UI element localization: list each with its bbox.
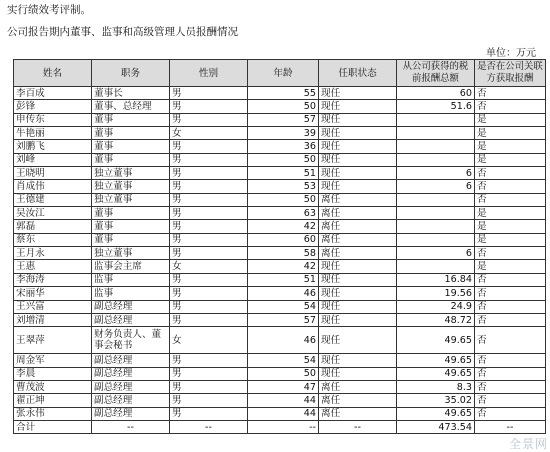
cell-name: 肖成伟 [14, 180, 92, 193]
cell-name: 牛艳丽 [14, 127, 92, 140]
table-row [14, 220, 546, 233]
cell-gender: 男 [170, 313, 248, 326]
cell-status: 现任 [319, 273, 397, 286]
cell-role: 副总经理 [92, 394, 170, 407]
total-cell-pay: 473.54 [397, 420, 475, 433]
cell-age: 42 [248, 260, 319, 273]
cell-name: 李海涛 [14, 273, 92, 286]
cell-age: 54 [248, 300, 319, 313]
cell-name: 刘增清 [14, 313, 92, 326]
cell-status: 现任 [319, 354, 397, 367]
table-row [14, 193, 546, 206]
cell-pay: 51.6 [397, 100, 475, 113]
table-row [14, 407, 546, 420]
cell-gender: 男 [170, 193, 248, 206]
cell-related: 是 [475, 207, 546, 220]
cell-status: 现任 [319, 300, 397, 313]
cell-related: 否 [475, 180, 546, 193]
cell-pay: 6 [397, 180, 475, 193]
table-row [14, 273, 546, 286]
table-row [14, 394, 546, 407]
table-row [14, 287, 546, 300]
cell-name: 李晨 [14, 367, 92, 380]
cell-gender: 女 [170, 260, 248, 273]
cell-pay: 6 [397, 167, 475, 180]
cell-pay: 49.65 [397, 407, 475, 420]
cell-pay: 49.65 [397, 367, 475, 380]
cell-pay [397, 127, 475, 140]
section-title: 公司报告期内董事、监事和高级管理人员报酬情况 [7, 26, 238, 38]
cell-name: 郭磊 [14, 220, 92, 233]
cell-pay [397, 207, 475, 220]
cell-related: 否 [475, 247, 546, 260]
cell-name: 王兴富 [14, 300, 92, 313]
cell-age: 53 [248, 180, 319, 193]
cell-role: 副总经理 [92, 313, 170, 326]
cell-status: 现任 [319, 153, 397, 166]
cell-related: 是 [475, 113, 546, 126]
cell-status: 离任 [319, 380, 397, 393]
cell-age: 42 [248, 220, 319, 233]
cell-status: 现任 [319, 113, 397, 126]
cell-name: 吴汝江 [14, 207, 92, 220]
cell-gender: 男 [170, 354, 248, 367]
cell-related: 否 [475, 167, 546, 180]
cell-gender: 男 [170, 167, 248, 180]
cell-pay [397, 260, 475, 273]
cell-status: 现任 [319, 313, 397, 326]
col-header-role: 职务 [92, 60, 170, 87]
cell-name: 刘峰 [14, 153, 92, 166]
total-cell-age: -- [248, 420, 319, 433]
cell-pay: 24.9 [397, 300, 475, 313]
cell-role: 副总经理 [92, 380, 170, 393]
cell-age: 63 [248, 207, 319, 220]
cell-related: 否 [475, 394, 546, 407]
cell-status: 现任 [319, 127, 397, 140]
cell-age: 60 [248, 233, 319, 246]
cell-role: 董事 [92, 233, 170, 246]
table-row [14, 140, 546, 153]
cell-related: 是 [475, 140, 546, 153]
table-row [14, 367, 546, 380]
total-cell-gender: -- [170, 420, 248, 433]
cell-status: 离任 [319, 207, 397, 220]
cell-pay: 6 [397, 247, 475, 260]
cell-gender: 男 [170, 247, 248, 260]
cell-related: 否 [475, 87, 546, 100]
cell-age: 50 [248, 153, 319, 166]
cell-gender: 男 [170, 273, 248, 286]
cell-age: 51 [248, 167, 319, 180]
unit-label: 单位：万元 [486, 48, 536, 59]
cell-related: 否 [475, 367, 546, 380]
col-header-gender: 性别 [170, 60, 248, 87]
cell-gender: 女 [170, 327, 248, 354]
table-row [14, 113, 546, 126]
cell-role: 董事 [92, 220, 170, 233]
cell-age: 50 [248, 100, 319, 113]
cell-gender: 男 [170, 380, 248, 393]
cell-related: 是 [475, 260, 546, 273]
intro-text: 实行绩效考评制。 [7, 4, 91, 16]
cell-name: 王晓明 [14, 167, 92, 180]
cell-gender: 男 [170, 207, 248, 220]
cell-status: 离任 [319, 233, 397, 246]
cell-role: 董事 [92, 153, 170, 166]
cell-status: 现任 [319, 287, 397, 300]
cell-related: 是 [475, 233, 546, 246]
cell-role: 董事 [92, 140, 170, 153]
cell-age: 44 [248, 394, 319, 407]
total-cell-name: 合计 [14, 420, 92, 433]
cell-role: 监事 [92, 273, 170, 286]
cell-pay: 48.72 [397, 313, 475, 326]
table-row [14, 300, 546, 313]
cell-name: 王惠 [14, 260, 92, 273]
cell-name: 申传东 [14, 113, 92, 126]
cell-role: 董事 [92, 113, 170, 126]
table-row [14, 354, 546, 367]
table-row [14, 233, 546, 246]
cell-age: 57 [248, 113, 319, 126]
cell-age: 57 [248, 313, 319, 326]
cell-related: 否 [475, 313, 546, 326]
cell-status: 离任 [319, 394, 397, 407]
table-row [14, 313, 546, 326]
table-row [14, 207, 546, 220]
cell-role: 副总经理 [92, 300, 170, 313]
total-cell-status: -- [319, 420, 397, 433]
cell-pay: 60 [397, 87, 475, 100]
watermark-logo: 全景网 [508, 437, 548, 451]
cell-pay [397, 220, 475, 233]
cell-related: 是 [475, 153, 546, 166]
cell-name: 曹茂波 [14, 380, 92, 393]
col-header-name: 姓名 [14, 60, 92, 87]
cell-gender: 男 [170, 367, 248, 380]
cell-age: 50 [248, 367, 319, 380]
cell-related: 否 [475, 407, 546, 420]
table-header-row [14, 60, 546, 87]
table-row [14, 100, 546, 113]
cell-related: 否 [475, 327, 546, 354]
table-row [14, 87, 546, 100]
cell-pay: 49.65 [397, 354, 475, 367]
cell-name: 蔡东 [14, 233, 92, 246]
cell-age: 44 [248, 407, 319, 420]
cell-related: 否 [475, 273, 546, 286]
table-row [14, 327, 546, 354]
cell-name: 王月永 [14, 247, 92, 260]
cell-role: 副总经理 [92, 407, 170, 420]
cell-related: 否 [475, 380, 546, 393]
cell-role: 独立董事 [92, 180, 170, 193]
cell-gender: 男 [170, 394, 248, 407]
cell-pay [397, 153, 475, 166]
cell-related: 是 [475, 220, 546, 233]
cell-pay [397, 113, 475, 126]
cell-age: 54 [248, 354, 319, 367]
cell-age: 36 [248, 140, 319, 153]
cell-age: 58 [248, 247, 319, 260]
cell-pay [397, 193, 475, 206]
cell-age: 50 [248, 193, 319, 206]
cell-related: 否 [475, 354, 546, 367]
col-header-age: 年龄 [248, 60, 319, 87]
cell-gender: 男 [170, 100, 248, 113]
cell-name: 张永伟 [14, 407, 92, 420]
cell-status: 离任 [319, 193, 397, 206]
table-row [14, 127, 546, 140]
cell-role: 财务负责人、董事会秘书 [92, 327, 170, 354]
cell-name: 王德建 [14, 193, 92, 206]
table-body [14, 87, 546, 434]
cell-age: 55 [248, 87, 319, 100]
table-row [14, 180, 546, 193]
cell-name: 王翠萍 [14, 327, 92, 354]
cell-status: 现任 [319, 327, 397, 354]
cell-pay: 19.56 [397, 287, 475, 300]
total-cell-role: -- [92, 420, 170, 433]
cell-age: 46 [248, 327, 319, 354]
cell-pay: 49.65 [397, 327, 475, 354]
total-row [14, 420, 546, 433]
cell-related: 否 [475, 300, 546, 313]
cell-role: 监事 [92, 287, 170, 300]
cell-status: 离任 [319, 247, 397, 260]
cell-status: 现任 [319, 100, 397, 113]
cell-status: 离任 [319, 220, 397, 233]
table-row [14, 380, 546, 393]
cell-role: 独立董事 [92, 193, 170, 206]
cell-name: 周金军 [14, 354, 92, 367]
col-header-status: 任职状态 [319, 60, 397, 87]
cell-status: 现任 [319, 167, 397, 180]
cell-related: 否 [475, 100, 546, 113]
cell-gender: 男 [170, 87, 248, 100]
cell-role: 董事、总经理 [92, 100, 170, 113]
cell-role: 副总经理 [92, 367, 170, 380]
cell-name: 宋丽华 [14, 287, 92, 300]
cell-pay: 16.84 [397, 273, 475, 286]
cell-gender: 男 [170, 180, 248, 193]
cell-gender: 男 [170, 407, 248, 420]
cell-role: 董事 [92, 207, 170, 220]
compensation-table [13, 59, 546, 434]
cell-gender: 男 [170, 113, 248, 126]
cell-gender: 女 [170, 127, 248, 140]
cell-age: 46 [248, 287, 319, 300]
cell-status: 现任 [319, 367, 397, 380]
col-header-pay: 从公司获得的税前报酬总额 [397, 60, 475, 87]
table-row [14, 153, 546, 166]
cell-pay: 8.3 [397, 380, 475, 393]
cell-age: 39 [248, 127, 319, 140]
cell-status: 现任 [319, 140, 397, 153]
cell-status: 现任 [319, 87, 397, 100]
cell-pay [397, 140, 475, 153]
cell-role: 独立董事 [92, 247, 170, 260]
total-cell-related: -- [475, 420, 546, 433]
cell-status: 现任 [319, 180, 397, 193]
cell-role: 独立董事 [92, 167, 170, 180]
cell-pay: 35.02 [397, 394, 475, 407]
cell-gender: 男 [170, 287, 248, 300]
cell-role: 监事会主席 [92, 260, 170, 273]
table-row [14, 167, 546, 180]
cell-role: 董事 [92, 127, 170, 140]
cell-gender: 男 [170, 140, 248, 153]
cell-name: 刘鹏飞 [14, 140, 92, 153]
col-header-related: 是否在公司关联方获取报酬 [475, 60, 546, 87]
cell-gender: 男 [170, 233, 248, 246]
cell-age: 47 [248, 380, 319, 393]
cell-status: 离任 [319, 407, 397, 420]
table-row [14, 260, 546, 273]
cell-name: 翟正坤 [14, 394, 92, 407]
cell-related: 否 [475, 287, 546, 300]
cell-pay [397, 233, 475, 246]
cell-name: 彭锋 [14, 100, 92, 113]
cell-role: 副总经理 [92, 354, 170, 367]
cell-status: 现任 [319, 260, 397, 273]
cell-gender: 男 [170, 153, 248, 166]
cell-related: 否 [475, 193, 546, 206]
cell-gender: 男 [170, 300, 248, 313]
table-row [14, 247, 546, 260]
cell-name: 李百成 [14, 87, 92, 100]
cell-role: 董事长 [92, 87, 170, 100]
cell-related: 是 [475, 127, 546, 140]
cell-age: 51 [248, 273, 319, 286]
cell-gender: 男 [170, 220, 248, 233]
